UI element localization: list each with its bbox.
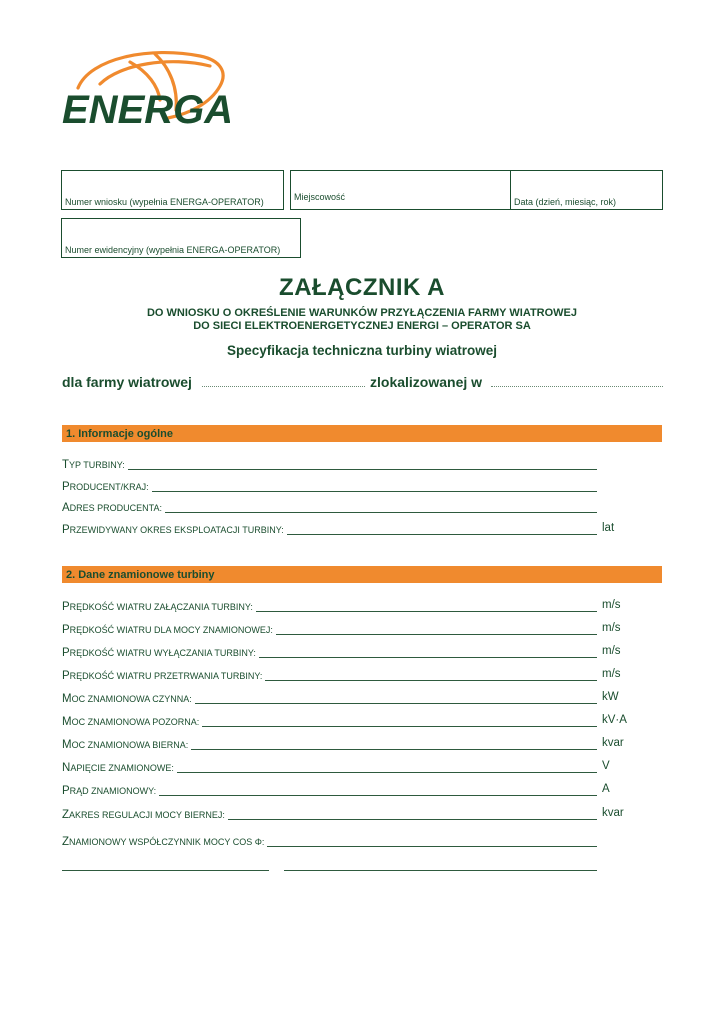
date-box[interactable] (510, 170, 663, 210)
farm-label: dla farmy wiatrowej (62, 374, 192, 390)
section-2-title: 2. Dane znamionowe turbiny (66, 568, 215, 581)
field-input-line[interactable] (287, 534, 597, 535)
extra-line-right[interactable] (284, 870, 597, 871)
field-input-line[interactable] (259, 657, 597, 658)
field-label: PRĄD ZNAMIONOWY: (62, 785, 157, 797)
locality-box[interactable] (290, 170, 511, 210)
field-input-line[interactable] (177, 772, 597, 773)
field-input-line[interactable] (191, 749, 597, 750)
field-unit: m/s (602, 645, 621, 657)
field-unit: m/s (602, 668, 621, 680)
field-label: MOC ZNAMIONOWA BIERNA: (62, 739, 189, 751)
farm-name-field[interactable] (202, 386, 365, 387)
field-label: PRZEWIDYWANY OKRES EKSPLOATACJI TURBINY: (62, 524, 284, 536)
page-title: ZAŁĄCZNIK A (279, 274, 445, 301)
field-label: ZAKRES REGULACJI MOCY BIERNEJ: (62, 809, 225, 821)
field-unit: kvar (602, 807, 624, 819)
field-unit: kvar (602, 737, 624, 749)
registry-number-box[interactable] (61, 218, 301, 258)
energa-logo (60, 48, 230, 130)
date-label: Data (dzień, miesiąc, rok) (514, 197, 617, 207)
field-label: PRĘDKOŚĆ WIATRU DLA MOCY ZNAMIONOWEJ: (62, 624, 273, 636)
subtitle-line-2: DO SIECI ELEKTROENERGETYCZNEJ ENERGI – OPERATOR SA (193, 320, 531, 332)
field-input-line[interactable] (128, 469, 597, 470)
field-input-line[interactable] (202, 726, 597, 727)
locality-label: Miejscowość (294, 192, 346, 202)
application-number-box[interactable] (61, 170, 284, 210)
field-label: PRĘDKOŚĆ WIATRU ZAŁĄCZANIA TURBINY: (62, 601, 253, 613)
field-unit: m/s (602, 599, 621, 611)
field-unit: A (602, 783, 610, 795)
field-label: NAPIĘCIE ZNAMIONOWE: (62, 762, 174, 774)
field-input-line[interactable] (276, 634, 597, 635)
section-1-header (62, 425, 662, 442)
field-input-line[interactable] (267, 846, 597, 847)
field-label: MOC ZNAMIONOWA CZYNNA: (62, 693, 192, 705)
field-input-line[interactable] (256, 611, 597, 612)
field-unit: lat (602, 522, 615, 534)
field-unit: V (602, 760, 610, 772)
location-label: zlokalizowanej w (370, 374, 483, 390)
subtitle-line-1: DO WNIOSKU O OKREŚLENIE WARUNKÓW PRZYŁĄCZENIA FARMY WIATROWEJ (146, 307, 577, 319)
application-number-label: Numer wniosku (wypełnia ENERGA-OPERATOR) (65, 197, 264, 207)
field-label: ZNAMIONOWY WSPÓŁCZYNNIK MOCY COS Φ: (62, 836, 265, 848)
field-input-line[interactable] (228, 819, 597, 820)
field-label: PRĘDKOŚĆ WIATRU PRZETRWANIA TURBINY: (62, 670, 263, 682)
field-unit: kW (602, 691, 619, 703)
registry-number-label: Numer ewidencyjny (wypełnia ENERGA-OPERATOR) (65, 245, 281, 255)
extra-line-left[interactable] (62, 870, 269, 871)
field-label: TYP TURBINY: (62, 459, 125, 471)
location-field[interactable] (491, 386, 663, 387)
field-label: ADRES PRODUCENTA: (62, 502, 163, 514)
field-label: PRODUCENT/KRAJ: (62, 481, 149, 493)
field-input-line[interactable] (195, 703, 597, 704)
spec-title: Specyfikacja techniczna turbiny wiatrowej (226, 343, 498, 358)
logo-text: ENERGA (62, 88, 230, 130)
field-unit: kV·A (602, 714, 627, 726)
field-input-line[interactable] (265, 680, 597, 681)
section-2-header (62, 566, 662, 583)
field-label: MOC ZNAMIONOWA POZORNA: (62, 716, 200, 728)
field-input-line[interactable] (152, 491, 597, 492)
field-unit: m/s (602, 622, 621, 634)
section-1-title: 1. Informacje ogólne (66, 427, 173, 440)
field-input-line[interactable] (165, 512, 597, 513)
field-input-line[interactable] (159, 795, 597, 796)
field-label: PRĘDKOŚĆ WIATRU WYŁĄCZANIA TURBINY: (62, 647, 256, 659)
